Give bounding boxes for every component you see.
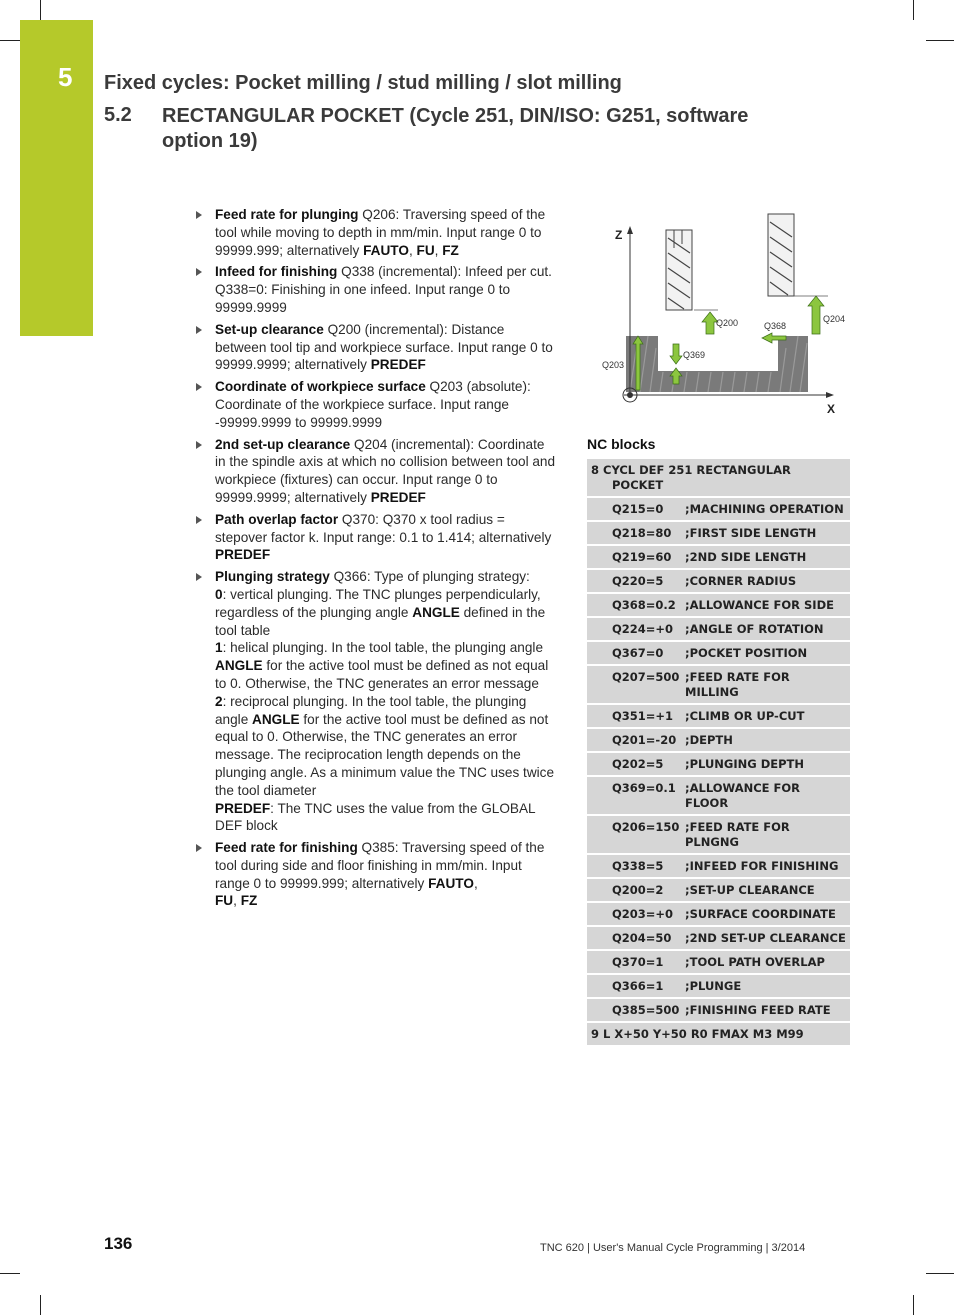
q200-label: Q200 — [716, 318, 739, 328]
parameter-keyword: PREDEF — [370, 357, 426, 373]
bullet-triangle-icon — [196, 211, 202, 219]
parameter-name: Feed rate for plunging — [215, 207, 359, 222]
bullet-triangle-icon — [196, 441, 202, 449]
nc-comment: ;DEPTH — [685, 733, 733, 747]
parameter-item — [193, 206, 557, 259]
nc-code: Q203=+0 — [612, 907, 674, 921]
parameter-text: Q385: Traversing speed of the tool during side and floor finishing in mm/min. Input range 0 to 99999.999; alternatively — [215, 840, 545, 891]
nc-code: Q368=0.2 — [612, 598, 676, 612]
parameter-text: : reciprocal plunging. In the tool table, the plunging angle — [215, 693, 527, 727]
chapter-number: 5 — [58, 62, 73, 92]
nc-comment: ;PLUNGE — [685, 979, 742, 993]
bullet-triangle-icon — [196, 516, 202, 524]
nc-comment: ;SET-UP CLEARANCE — [685, 883, 815, 897]
parameter-text: Q204 (incremental): Coordinate in the spindle axis at which no collision between tool and workpiece (fixtures) can occur. Input range 0 to 99999.9999; alternatively — [215, 436, 556, 505]
crop-mark — [926, 40, 954, 41]
nc-comment: ;CORNER RADIUS — [685, 574, 797, 588]
chapter-tab — [20, 20, 93, 336]
nc-code: Q351=+1 — [612, 709, 674, 723]
nc-code: Q367=0 — [612, 646, 664, 660]
bullet-triangle-icon — [196, 573, 202, 581]
parameter-text: , — [473, 875, 478, 891]
nc-code: Q385=500 — [612, 1003, 680, 1017]
nc-code: Q370=1 — [612, 955, 664, 969]
nc-row — [587, 816, 850, 853]
section-title: RECTANGULAR POCKET (Cycle 251, DIN/ISO: G251, software option 19) — [162, 105, 749, 152]
parameter-keyword: FU — [416, 242, 435, 258]
nc-blocks-heading: NC blocks — [587, 436, 656, 452]
parameter-name: Plunging strategy — [215, 569, 330, 585]
chapter-title: Fixed cycles: Pocket milling / stud milling / slot milling — [104, 72, 622, 94]
parameter-item — [193, 839, 557, 910]
parameter-item — [193, 263, 557, 316]
q368-label: Q368 — [764, 321, 787, 331]
nc-row — [587, 618, 850, 640]
q203-label: Q203 — [602, 360, 625, 370]
nc-row — [587, 999, 850, 1021]
parameter-text: Q203 (absolute): Coordinate of the workpiece surface. Input range -99999.9999 to 99999.9999 — [215, 379, 531, 430]
nc-comment: ;SURFACE COORDINATE — [685, 907, 836, 921]
parameter-text: Q370: Q370 x tool radius = stepover factor k. Input range: 0.1 to 1.414; alternatively — [215, 511, 552, 545]
nc-code: Q366=1 — [612, 979, 664, 993]
crop-mark — [913, 0, 914, 20]
nc-row — [587, 879, 850, 901]
parameter-item — [193, 568, 557, 835]
parameter-item — [193, 511, 557, 564]
parameter-name: Set-up clearance — [215, 321, 324, 337]
nc-comment: ;FIRST SIDE LENGTH — [685, 526, 817, 540]
nc-code: Q206=150 — [612, 820, 680, 834]
parameter-text: , — [233, 893, 241, 909]
parameter-text: : The TNC uses the value from the GLOBAL DEF block — [215, 800, 536, 834]
parameter-keyword: ANGLE — [412, 604, 460, 620]
nc-comment: ;PLUNGING DEPTH — [685, 757, 804, 771]
nc-comment: ;FEED RATE FOR MILLING — [685, 670, 790, 699]
crop-mark — [40, 0, 41, 20]
nc-row — [587, 855, 850, 877]
nc-first-line — [587, 459, 850, 496]
bullet-triangle-icon — [196, 326, 202, 334]
nc-code: Q200=2 — [612, 883, 664, 897]
nc-comment: ;CLIMB OR UP-CUT — [685, 709, 805, 723]
nc-row — [587, 753, 850, 775]
q204-arrow — [808, 296, 824, 334]
nc-code: Q219=60 — [612, 550, 672, 564]
parameter-text: for the active tool must be defined as not equal to 0. Otherwise, the TNC generates an error message — [215, 658, 549, 691]
nc-row — [587, 594, 850, 616]
nc-code: Q202=5 — [612, 757, 664, 771]
nc-comment: ;INFEED FOR FINISHING — [685, 859, 839, 873]
z-axis-label: Z — [615, 228, 623, 242]
nc-comment: ;POCKET POSITION — [685, 646, 808, 660]
parameter-name: Feed rate for finishing — [215, 840, 358, 856]
parameter-keyword: PREDEF — [215, 800, 271, 816]
crop-mark — [913, 1295, 914, 1315]
nc-code: Q215=0 — [612, 502, 664, 516]
x-axis-label: X — [827, 402, 836, 416]
nc-comment: ;TOOL PATH OVERLAP — [685, 955, 825, 969]
nc-row — [587, 570, 850, 592]
nc-row — [587, 546, 850, 568]
parameter-text: : helical plunging. In the tool table, the plunging angle — [222, 640, 544, 656]
parameter-name: Coordinate of workpiece surface — [215, 379, 426, 395]
crop-mark — [40, 1295, 41, 1315]
parameter-keyword: ANGLE — [215, 658, 263, 674]
parameter-list — [193, 206, 557, 914]
nc-code: Q220=5 — [612, 574, 664, 588]
nc-row — [587, 903, 850, 925]
nc-comment: ;2ND SET-UP CLEARANCE — [685, 931, 846, 945]
nc-code: Q218=80 — [612, 526, 672, 540]
nc-row — [587, 522, 850, 544]
parameter-text: : vertical plunging. The TNC plunges perpendicularly, regardless of the plunging angle — [215, 586, 541, 620]
z-axis-arrow — [627, 226, 633, 234]
page-number: 136 — [104, 1234, 133, 1253]
nc-row — [587, 777, 850, 814]
nc-code: Q369=0.1 — [612, 781, 676, 795]
crop-mark — [926, 1273, 954, 1274]
parameter-keyword: PREDEF — [215, 547, 271, 563]
nc-comment: ;ALLOWANCE FOR SIDE — [685, 598, 834, 612]
parameter-keyword: FAUTO — [363, 242, 409, 258]
nc-comment: ;ANGLE OF ROTATION — [685, 622, 824, 636]
parameter-keyword: 1 — [215, 640, 223, 656]
nc-row — [587, 498, 850, 520]
parameter-text: for the active tool must be defined as not equal to 0. Otherwise, the TNC generates an error message. The reciprocation length depends on the plunging angle. As a minimum value the TNC uses twice the tool diameter — [215, 711, 555, 798]
parameter-text: Q200 (incremental): Distance between tool tip and workpiece surface. Input range 0 to 99999.9999; alternatively — [215, 321, 553, 373]
tool-icon-left — [666, 230, 692, 310]
parameter-keyword: FZ — [442, 242, 459, 258]
nc-row — [587, 927, 850, 949]
nc-code: Q204=50 — [612, 931, 672, 945]
nc-first-line-1: 8 CYCL DEF 251 RECTANGULAR — [591, 463, 791, 477]
nc-row — [587, 666, 850, 703]
nc-code: Q207=500 — [612, 670, 680, 684]
nc-last-line-text: 9 L X+50 Y+50 R0 FMAX M3 M99 — [591, 1027, 804, 1041]
nc-code: Q224=+0 — [612, 622, 674, 636]
parameter-item — [193, 321, 557, 374]
parameter-keyword: FZ — [240, 893, 258, 909]
crop-mark — [0, 1273, 20, 1274]
bullet-triangle-icon — [196, 268, 202, 276]
bullet-triangle-icon — [196, 383, 202, 391]
pocket-diagram — [598, 208, 850, 420]
q369-arrow-top — [670, 344, 682, 364]
parameter-keyword: 0 — [215, 586, 223, 602]
parameter-item — [193, 436, 557, 507]
nc-row — [587, 642, 850, 664]
nc-comment: ;FEED RATE FOR PLNGNG — [685, 820, 790, 849]
nc-comment: ;ALLOWANCE FOR FLOOR — [685, 781, 800, 810]
tool-icon-right — [768, 214, 794, 296]
nc-row — [587, 705, 850, 727]
nc-comment: ;MACHINING OPERATION — [685, 502, 844, 516]
parameter-text: Q338 (incremental): Infeed per cut. Q338=0: Finishing in one infeed. Input range 0 to 99999.9999 — [215, 264, 552, 315]
nc-row — [587, 975, 850, 997]
parameter-keyword: PREDEF — [370, 489, 426, 505]
nc-rows — [587, 498, 850, 1021]
nc-first-line-2: POCKET — [612, 478, 664, 492]
bullet-triangle-icon — [196, 844, 202, 852]
nc-blocks-table — [587, 459, 850, 1047]
nc-comment: ;2ND SIDE LENGTH — [685, 550, 807, 564]
section-number: 5.2 — [104, 104, 132, 126]
parameter-name: Path overlap factor — [215, 511, 339, 527]
parameter-name: 2nd set-up clearance — [215, 436, 351, 452]
nc-row — [587, 729, 850, 751]
nc-code: Q338=5 — [612, 859, 664, 873]
parameter-text: Q366: Type of plunging strategy: — [333, 569, 530, 585]
footer-text: TNC 620 | User's Manual Cycle Programming | 3/2014 — [540, 1242, 806, 1254]
parameter-name: Infeed for finishing — [215, 264, 338, 280]
parameter-text: defined in the tool table — [215, 604, 546, 638]
crop-mark — [0, 40, 20, 41]
parameter-text: , — [434, 242, 443, 258]
parameter-keyword: FU — [215, 893, 234, 909]
q204-label: Q204 — [823, 314, 846, 324]
nc-row — [587, 951, 850, 973]
parameter-text: Q206: Traversing speed of the tool while moving to depth in mm/min. Input range 0 to 99999.999; alternatively — [215, 207, 546, 258]
nc-comment: ;FINISHING FEED RATE — [685, 1003, 831, 1017]
x-axis-arrow — [826, 392, 834, 398]
nc-code: Q201=-20 — [612, 733, 677, 747]
parameter-keyword: ANGLE — [252, 711, 300, 727]
parameter-text: , — [408, 242, 417, 258]
nc-last-line — [587, 1023, 850, 1045]
parameter-keyword: FAUTO — [428, 875, 474, 891]
parameter-keyword: 2 — [215, 693, 223, 709]
q369-label: Q369 — [683, 350, 706, 360]
parameter-item — [193, 378, 557, 431]
